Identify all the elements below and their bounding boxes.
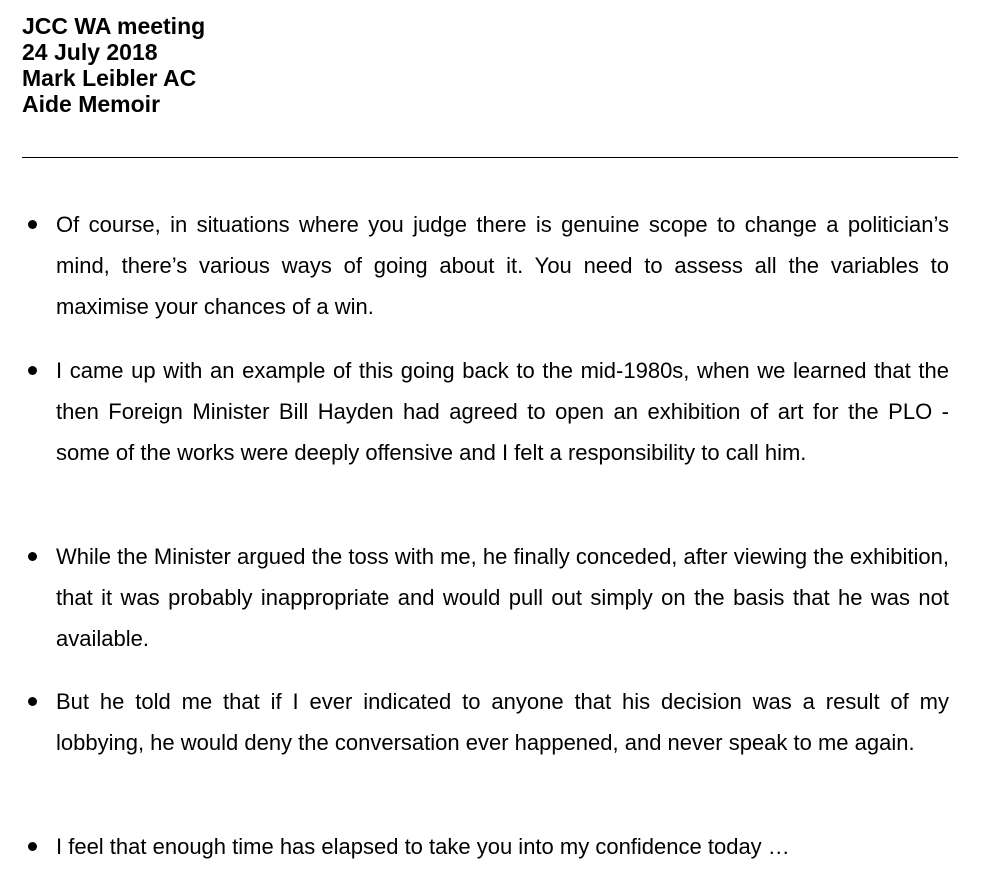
bullet-icon [28,697,37,706]
document-header [22,13,205,117]
header-divider [22,157,958,158]
bullet-text: While the Minister argued the toss with me, he finally conceded, after viewing the exhibition, that it was probably inappropriate and would pull out simply on the basis that he was not available. [56,544,949,651]
bullet-text: I feel that enough time has elapsed to take you into my confidence today … [56,834,790,859]
bullet-icon [28,220,37,229]
bullet-text: But he told me that if I ever indicated to anyone that his decision was a result of my lobbying, he would deny the conversation ever happened, and never speak to me again. [56,689,949,755]
meeting-date: 24 July 2018 [22,39,158,65]
document-type: Aide Memoir [22,91,161,117]
bullet-text: Of course, in situations where you judge there is genuine scope to change a politician’s mind, there’s various ways of going about it. You need to assess all the variables to maximise your chances of a win. [56,212,949,319]
bullet-icon [28,552,37,561]
bullet-text: I came up with an example of this going back to the mid-1980s, when we learned that the then Foreign Minister Bill Hayden had agreed to open an exhibition of art for the PLO - some of the works were deeply offensive and I felt a responsibility to call him. [56,358,949,465]
bullet-icon [28,366,37,375]
speaker-name: Mark Leibler AC [22,65,197,91]
bullet-icon [28,842,37,851]
meeting-title: JCC WA meeting [22,13,206,39]
